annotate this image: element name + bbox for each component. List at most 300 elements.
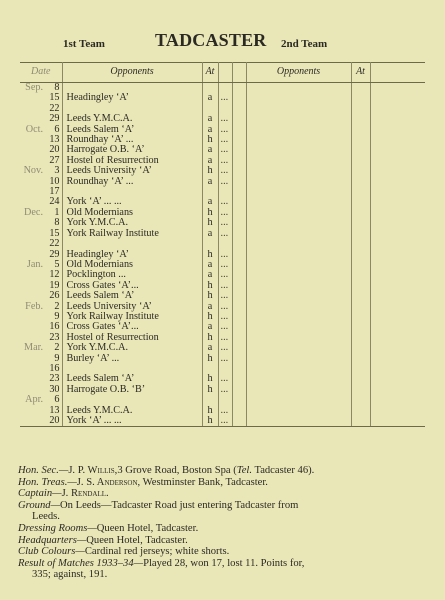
fixture-opponent-2nd xyxy=(246,270,351,280)
fixture-opponent-2nd xyxy=(246,104,351,114)
fixture-month xyxy=(20,281,44,291)
fixture-venue: a xyxy=(202,145,218,155)
fixture-row xyxy=(20,312,425,322)
at-2nd-column-header: At xyxy=(351,63,370,83)
fixture-opponent: Roundhay ‘A’ ... xyxy=(62,177,202,187)
fixture-blank-2 xyxy=(232,260,246,270)
fixture-opponent-2nd xyxy=(246,250,351,260)
fixture-spare xyxy=(370,104,425,114)
fixture-spare xyxy=(370,135,425,145)
fixture-row xyxy=(20,343,425,353)
fixture-blank: ... xyxy=(218,333,232,343)
fixture-blank: ... xyxy=(218,406,232,416)
results-label: Result of Matches 1933–34— xyxy=(18,557,144,569)
fixture-venue-2nd xyxy=(351,322,370,332)
fixture-month xyxy=(20,104,44,114)
fixture-opponent-2nd xyxy=(246,239,351,249)
fixture-opponent: Leeds University ‘A’ xyxy=(62,302,202,312)
fixture-row xyxy=(20,302,425,312)
fixture-blank-2 xyxy=(232,354,246,364)
fixture-row xyxy=(20,364,425,374)
fixture-venue: h xyxy=(202,406,218,416)
fixture-opponent-2nd xyxy=(246,416,351,427)
fixture-month: Apr. xyxy=(25,395,43,406)
fixture-blank-2 xyxy=(232,156,246,166)
fixture-venue: h xyxy=(202,385,218,395)
fixture-day: 9 xyxy=(44,312,62,322)
blank-column-header-2 xyxy=(232,63,246,83)
opponents-column-header: Opponents xyxy=(62,63,202,83)
fixture-day: 1 xyxy=(44,208,62,218)
fixture-row xyxy=(20,395,425,405)
fixture-venue: a xyxy=(202,114,218,124)
fixture-day: 29 xyxy=(44,250,62,260)
fixture-month: Dec. xyxy=(24,207,43,218)
fixture-venue-2nd xyxy=(351,416,370,427)
fixture-blank-2 xyxy=(232,364,246,374)
fixture-month xyxy=(20,385,44,395)
fixture-month: Mar. xyxy=(24,343,43,354)
fixture-venue: h xyxy=(202,135,218,145)
fixture-venue xyxy=(202,239,218,249)
fixture-opponent: York Y.M.C.A. xyxy=(62,218,202,228)
fixture-venue: h xyxy=(202,208,218,218)
fixture-opponent: Leeds Salem ‘A’ xyxy=(62,125,202,135)
fixture-blank: ... xyxy=(218,291,232,301)
fixture-venue-2nd xyxy=(351,312,370,322)
fixture-row xyxy=(20,239,425,249)
fixture-opponent: Cross Gates ‘A’... xyxy=(62,322,202,332)
fixture-day: 15 xyxy=(44,93,62,103)
fixture-spare xyxy=(370,395,425,405)
fixture-venue-2nd xyxy=(351,239,370,249)
fixture-opponent: Old Modernians xyxy=(62,208,202,218)
fixture-row xyxy=(20,260,425,270)
fixture-opponent: Headingley ‘A’ xyxy=(62,250,202,260)
fixture-blank-2 xyxy=(232,93,246,103)
club-colours-label: Club Colours— xyxy=(18,546,85,558)
ground-label: Ground— xyxy=(18,499,60,511)
fixture-blank-2 xyxy=(232,416,246,427)
captain-name: J. Rendall. xyxy=(61,488,109,500)
fixture-venue: h xyxy=(202,374,218,384)
fixture-row xyxy=(20,218,425,228)
ground-text: On Leeds—Tadcaster Road just entering Tadcaster from xyxy=(60,499,299,511)
fixture-spare xyxy=(370,322,425,332)
fixture-month xyxy=(20,187,44,197)
fixture-opponent-2nd xyxy=(246,406,351,416)
fixture-day: 16 xyxy=(44,364,62,374)
fixture-opponent xyxy=(62,83,202,94)
fixture-spare xyxy=(370,83,425,94)
fixture-opponent-2nd xyxy=(246,385,351,395)
fixture-month xyxy=(20,197,44,207)
fixture-month xyxy=(20,312,44,322)
fixture-venue-2nd xyxy=(351,302,370,312)
fixture-venue-2nd xyxy=(351,145,370,155)
fixture-blank-2 xyxy=(232,83,246,94)
fixture-venue: a xyxy=(202,177,218,187)
fixture-opponent-2nd xyxy=(246,312,351,322)
fixture-day: 23 xyxy=(44,333,62,343)
blank-column-header xyxy=(218,63,232,83)
fixture-row xyxy=(20,177,425,187)
fixture-spare xyxy=(370,208,425,218)
fixture-spare xyxy=(370,270,425,280)
fixture-opponent: Leeds Salem ‘A’ xyxy=(62,374,202,384)
fixture-spare xyxy=(370,187,425,197)
fixture-venue-2nd xyxy=(351,260,370,270)
fixture-venue: h xyxy=(202,416,218,427)
fixture-row xyxy=(20,93,425,103)
fixture-venue: a xyxy=(202,343,218,353)
fixture-day: 8 xyxy=(44,218,62,228)
fixture-venue-2nd xyxy=(351,343,370,353)
fixture-spare xyxy=(370,364,425,374)
fixture-blank-2 xyxy=(232,125,246,135)
fixture-blank-2 xyxy=(232,281,246,291)
fixture-blank: ... xyxy=(218,208,232,218)
fixture-blank-2 xyxy=(232,322,246,332)
fixture-blank: ... xyxy=(218,156,232,166)
fixture-opponent-2nd xyxy=(246,125,351,135)
hon-treas-line xyxy=(18,477,430,489)
fixture-day: 6 xyxy=(44,395,62,405)
hon-sec-address: 3 Grove Road, Boston Spa ( xyxy=(117,465,237,476)
fixture-month xyxy=(20,322,44,332)
headquarters-text: Queen Hotel, Tadcaster. xyxy=(86,534,188,546)
fixture-day: 8 xyxy=(44,83,62,94)
fixture-venue: a xyxy=(202,260,218,270)
fixture-opponent-2nd xyxy=(246,83,351,94)
fixture-venue: a xyxy=(202,197,218,207)
fixture-opponent-2nd xyxy=(246,281,351,291)
fixture-month: Nov. xyxy=(23,166,43,177)
fixture-blank-2 xyxy=(232,395,246,405)
fixture-opponent: Hostel of Resurrection xyxy=(62,333,202,343)
fixture-venue-2nd xyxy=(351,104,370,114)
first-team-heading: 1st Team xyxy=(63,38,105,50)
fixture-opponent-2nd xyxy=(246,93,351,103)
hon-treas-address: Westminster Bank, Tadcaster. xyxy=(140,476,268,488)
captain-label: Captain— xyxy=(18,488,62,500)
fixture-blank: ... xyxy=(218,312,232,322)
fixture-blank-2 xyxy=(232,135,246,145)
at-column-header: At xyxy=(202,63,218,83)
fixture-opponent-2nd xyxy=(246,197,351,207)
fixture-venue-2nd xyxy=(351,385,370,395)
fixture-blank-2 xyxy=(232,406,246,416)
fixture-day: 6 xyxy=(44,125,62,135)
fixture-blank-2 xyxy=(232,208,246,218)
fixture-venue xyxy=(202,364,218,374)
fixture-venue-2nd xyxy=(351,125,370,135)
fixture-opponent-2nd xyxy=(246,135,351,145)
fixture-venue-2nd xyxy=(351,187,370,197)
fixture-day: 5 xyxy=(44,260,62,270)
fixture-opponent-2nd xyxy=(246,354,351,364)
fixture-venue-2nd xyxy=(351,93,370,103)
fixture-opponent-2nd xyxy=(246,374,351,384)
fixture-blank-2 xyxy=(232,385,246,395)
fixture-spare xyxy=(370,281,425,291)
fixture-row xyxy=(20,416,425,427)
fixture-venue: a xyxy=(202,125,218,135)
fixture-opponent: Roundhay ‘A’ ... xyxy=(62,135,202,145)
fixture-row xyxy=(20,104,425,114)
fixture-blank: ... xyxy=(218,343,232,353)
fixture-day: 20 xyxy=(44,145,62,155)
hon-sec-label: Hon. Sec.— xyxy=(18,465,69,476)
fixture-blank-2 xyxy=(232,343,246,353)
fixture-month xyxy=(20,177,44,187)
fixture-venue: h xyxy=(202,250,218,260)
fixture-month xyxy=(20,229,44,239)
fixture-blank xyxy=(218,364,232,374)
fixture-venue-2nd xyxy=(351,291,370,301)
fixture-day: 13 xyxy=(44,135,62,145)
date-column-header: Date xyxy=(20,63,62,83)
fixture-month: Feb. xyxy=(25,301,43,312)
fixture-day: 17 xyxy=(44,187,62,197)
results-line-cont xyxy=(18,569,430,581)
fixture-day: 27 xyxy=(44,156,62,166)
fixture-blank: ... xyxy=(218,354,232,364)
fixture-blank-2 xyxy=(232,187,246,197)
fixture-blank xyxy=(218,83,232,94)
fixture-opponent: Hostel of Resurrection xyxy=(62,156,202,166)
fixture-blank xyxy=(218,239,232,249)
club-colours-line xyxy=(18,546,430,558)
ground-text-cont: Leeds. xyxy=(32,511,60,523)
fixture-row xyxy=(20,229,425,239)
fixture-opponent: Old Modernians xyxy=(62,260,202,270)
fixture-spare xyxy=(370,239,425,249)
results-line xyxy=(18,558,430,570)
fixture-row xyxy=(20,374,425,384)
fixture-opponent-2nd xyxy=(246,260,351,270)
fixture-blank-2 xyxy=(232,166,246,176)
fixture-venue: h xyxy=(202,333,218,343)
fixture-venue: h xyxy=(202,291,218,301)
fixture-month xyxy=(20,374,44,384)
fixture-day: 9 xyxy=(44,354,62,364)
fixture-venue-2nd xyxy=(351,270,370,280)
fixture-day: 26 xyxy=(44,291,62,301)
fixture-opponent: York Railway Institute xyxy=(62,229,202,239)
fixture-blank-2 xyxy=(232,218,246,228)
fixture-day: 20 xyxy=(44,416,62,427)
fixture-opponent: Leeds Y.M.C.A. xyxy=(62,406,202,416)
fixture-opponent: Leeds University ‘A’ xyxy=(62,166,202,176)
fixture-opponent-2nd xyxy=(246,322,351,332)
fixture-spare xyxy=(370,343,425,353)
fixture-row xyxy=(20,291,425,301)
fixture-month xyxy=(20,333,44,343)
fixture-spare xyxy=(370,312,425,322)
fixture-month xyxy=(20,114,44,124)
fixture-row xyxy=(20,250,425,260)
fixture-blank-2 xyxy=(232,270,246,280)
fixture-blank-2 xyxy=(232,104,246,114)
fixture-month xyxy=(20,406,44,416)
fixture-row xyxy=(20,145,425,155)
fixture-day: 22 xyxy=(44,104,62,114)
fixture-blank: ... xyxy=(218,374,232,384)
fixture-month xyxy=(20,270,44,280)
fixture-venue-2nd xyxy=(351,197,370,207)
results-text-cont: 335; against, 191. xyxy=(32,569,108,581)
fixture-month: Oct. xyxy=(25,124,43,135)
fixture-blank-2 xyxy=(232,302,246,312)
fixture-blank-2 xyxy=(232,239,246,249)
fixture-month: Sep. xyxy=(25,82,43,93)
fixture-row xyxy=(20,208,425,218)
fixture-day: 24 xyxy=(44,197,62,207)
fixture-venue-2nd xyxy=(351,364,370,374)
fixture-opponent: Harrogate O.B. ‘A’ xyxy=(62,145,202,155)
fixture-blank: ... xyxy=(218,260,232,270)
fixture-blank: ... xyxy=(218,125,232,135)
fixture-blank: ... xyxy=(218,302,232,312)
fixture-opponent-2nd xyxy=(246,395,351,405)
fixture-spare xyxy=(370,166,425,176)
fixture-venue: h xyxy=(202,218,218,228)
fixture-day: 10 xyxy=(44,177,62,187)
fixture-opponent: York Railway Institute xyxy=(62,312,202,322)
fixture-opponent-2nd xyxy=(246,187,351,197)
fixture-month xyxy=(20,364,44,374)
fixture-month xyxy=(20,416,44,427)
fixture-row xyxy=(20,197,425,207)
fixture-spare xyxy=(370,156,425,166)
fixture-opponent-2nd xyxy=(246,343,351,353)
fixture-opponent: Pocklington ... xyxy=(62,270,202,280)
fixture-opponent-2nd xyxy=(246,145,351,155)
fixture-blank: ... xyxy=(218,385,232,395)
fixture-opponent: Headingley ‘A’ xyxy=(62,93,202,103)
fixture-opponent: Burley ‘A’ ... xyxy=(62,354,202,364)
fixture-spare xyxy=(370,229,425,239)
fixture-venue-2nd xyxy=(351,281,370,291)
fixture-blank: ... xyxy=(218,416,232,427)
club-colours-text: Cardinal red jerseys; white shorts. xyxy=(84,546,230,558)
fixture-day: 19 xyxy=(44,281,62,291)
fixture-opponent-2nd xyxy=(246,333,351,343)
fixture-venue: h xyxy=(202,166,218,176)
fixture-spare xyxy=(370,93,425,103)
fixture-venue-2nd xyxy=(351,395,370,405)
fixture-venue xyxy=(202,83,218,94)
fixture-venue: h xyxy=(202,281,218,291)
fixture-row xyxy=(20,125,425,135)
fixture-blank: ... xyxy=(218,270,232,280)
fixture-opponent xyxy=(62,239,202,249)
fixture-venue: a xyxy=(202,302,218,312)
fixture-row xyxy=(20,135,425,145)
dressing-rooms-label: Dressing Rooms— xyxy=(18,522,97,534)
dressing-rooms-text: Queen Hotel, Tadcaster. xyxy=(96,522,199,534)
fixture-opponent-2nd xyxy=(246,114,351,124)
fixture-venue: a xyxy=(202,229,218,239)
ground-line xyxy=(18,500,430,512)
fixture-blank-2 xyxy=(232,333,246,343)
fixture-venue: h xyxy=(202,312,218,322)
fixture-blank-2 xyxy=(232,177,246,187)
hon-sec-line xyxy=(18,465,430,477)
fixture-venue xyxy=(202,395,218,405)
table-header-row xyxy=(20,63,425,83)
hon-treas-label: Hon. Treas.— xyxy=(18,476,77,488)
fixture-row xyxy=(20,385,425,395)
fixture-venue: h xyxy=(202,354,218,364)
fixture-spare xyxy=(370,416,425,427)
hon-sec-tel: Tadcaster 46). xyxy=(252,465,315,476)
fixture-venue: a xyxy=(202,270,218,280)
fixture-row xyxy=(20,187,425,197)
fixture-venue-2nd xyxy=(351,114,370,124)
fixture-blank: ... xyxy=(218,250,232,260)
fixture-spare xyxy=(370,177,425,187)
fixture-venue: a xyxy=(202,322,218,332)
fixture-spare xyxy=(370,197,425,207)
fixture-row xyxy=(20,281,425,291)
fixture-venue-2nd xyxy=(351,156,370,166)
fixture-venue-2nd xyxy=(351,135,370,145)
fixture-spare xyxy=(370,260,425,270)
fixture-row xyxy=(20,322,425,332)
fixture-opponent-2nd xyxy=(246,156,351,166)
fixture-blank: ... xyxy=(218,229,232,239)
fixture-blank: ... xyxy=(218,93,232,103)
fixture-spare xyxy=(370,406,425,416)
captain-line xyxy=(18,488,430,500)
fixture-row xyxy=(20,166,425,176)
fixture-opponent: Leeds Salem ‘A’ xyxy=(62,291,202,301)
hon-sec-name: J. P. Willis, xyxy=(68,465,118,476)
fixture-blank-2 xyxy=(232,197,246,207)
card-header xyxy=(0,30,445,58)
fixture-month xyxy=(20,93,44,103)
fixture-row xyxy=(20,354,425,364)
fixture-opponent-2nd xyxy=(246,166,351,176)
hon-sec-tel-label: Tel. xyxy=(236,465,252,476)
fixtures-body xyxy=(20,83,425,427)
fixture-day: 15 xyxy=(44,229,62,239)
fixture-opponent: York ‘A’ ... ... xyxy=(62,197,202,207)
fixture-opponent xyxy=(62,104,202,114)
fixture-blank-2 xyxy=(232,145,246,155)
fixture-blank xyxy=(218,104,232,114)
fixture-venue-2nd xyxy=(351,83,370,94)
fixture-row xyxy=(20,406,425,416)
fixture-blank: ... xyxy=(218,218,232,228)
headquarters-line xyxy=(18,535,430,547)
fixture-opponent-2nd xyxy=(246,218,351,228)
fixture-day: 23 xyxy=(44,374,62,384)
fixture-month xyxy=(20,250,44,260)
fixture-venue xyxy=(202,187,218,197)
fixture-blank-2 xyxy=(232,229,246,239)
fixture-opponent: Cross Gates ‘A’... xyxy=(62,281,202,291)
fixture-day: 2 xyxy=(44,302,62,312)
fixture-spare xyxy=(370,291,425,301)
fixture-row xyxy=(20,270,425,280)
fixture-venue-2nd xyxy=(351,374,370,384)
fixture-venue xyxy=(202,104,218,114)
fixture-opponent xyxy=(62,364,202,374)
fixture-day: 29 xyxy=(44,114,62,124)
